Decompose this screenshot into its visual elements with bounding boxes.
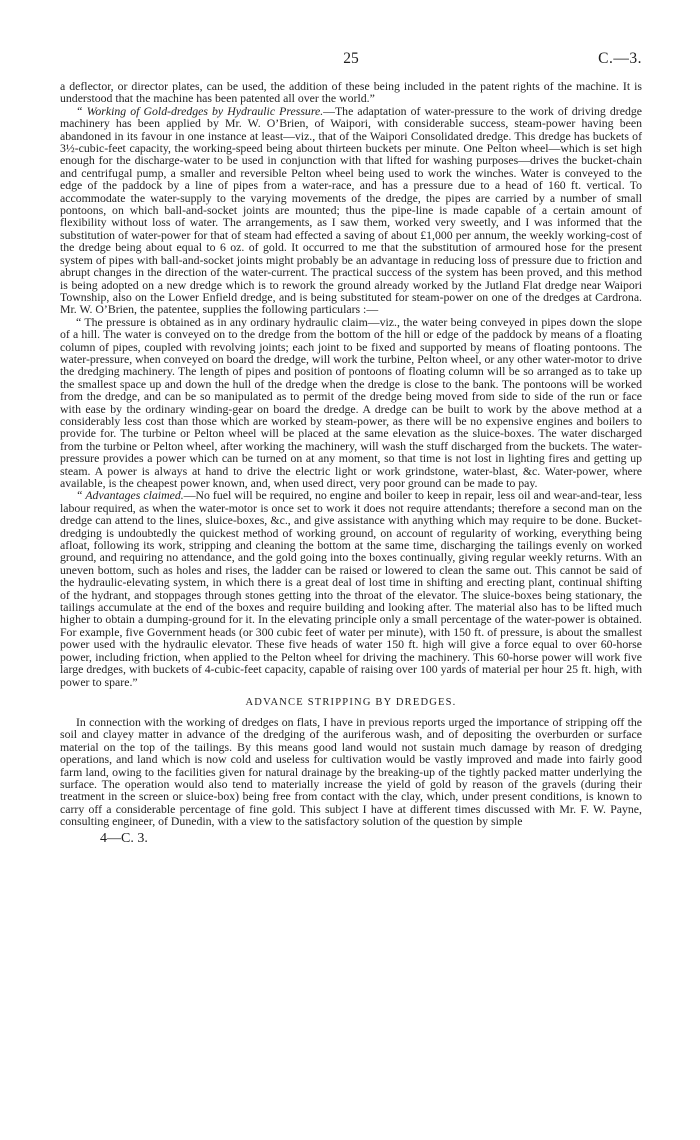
paragraph-lead-heading: “ Advantages claimed.	[76, 488, 184, 503]
document-reference: C.—3.	[598, 50, 642, 67]
section-heading: ADVANCE STRIPPING BY DREDGES.	[245, 696, 457, 708]
paragraph-lead-heading: “ Working of Gold-dredges by Hydraulic Pressure.	[76, 103, 324, 118]
paragraph-continuation: a deflector, or director plates, can be used, the addition of these being included in the patent rights of the machine. It is understood that the machine has been patented all over the world.”	[60, 79, 642, 106]
paragraph-advance-stripping: In connection with the working of dredges on flats, I have in previous reports urged the importance of stripping off the soil and clayey matter in advance of the dredging of the auriferous wash, and of depositing the overburden or surface material on the top of the tailings. By this means good land would not sustain much damage by reason of dredging operations, and land which is now cold and useless for cultivation would be vastly improved and made into fairly good farm land, owing to the facilities given for natural drainage by the breaking-up of the tightly packed matter underlying the surface. The operation would also tend to materially increase the yield of gold by reason of the gravels (during their treatment in the screen or sluice-box) being free from contact with the clay, which, under present conditions, is known to carry off a considerable percentage of fine gold. This subject I have at different times discussed with Mr. F. W. Payne, consulting engineer, of Dunedin, with a view to the satisfactory solution of the question by simple	[60, 714, 642, 829]
paragraph-hydraulic-pressure	[60, 105, 642, 316]
paragraph-advantages	[60, 489, 642, 688]
page-body	[60, 80, 642, 847]
page-number: 25	[343, 50, 359, 67]
page-header	[60, 50, 642, 70]
paragraph-quoted-particulars: “ The pressure is obtained as in any ordinary hydraulic claim—viz., the water being conveyed in pipes down the slope of a hill. The water is conveyed on to the dredge from the bottom of the hill or edge of the paddock by means of a floating column of pipes, coupled with revolving joints; each joint to be fixed and supported by means of floating pontoons. The water-pressure, when conveyed on board the dredge, will work the turbine, Pelton wheel, or any other water-motor to drive the dredging machinery. The length of pipes and position of pontoons of floating column will be so arranged as to take up the smallest space up and down the hull of the dredge when the dredge is close to the bank. The pontoons will be worked from the dredge, and can be so manipulated as to permit of the dredge being moved from side to side of the run or face with ease by the ordinary winding-gear on board the dredge. A dredge can be built to work by the above method at a considerably less cost than those which are worked by steam-power, as there will be no expensive engines and boilers to provide for. The turbine or Pelton wheel will be placed at the same elevation as the sluice-boxes. The water discharged from the turbine or Pelton wheel, after working the machinery, will wash the stuff discharged from the buckets. The water-pressure provides a power which can be turned on at any moment, so that time is not lost in lighting fires and getting up steam. A power is always at hand to drive the electric light or work grindstone, water-blast, &c. Water-power, where available, is the cheapest power known, and, when used direct, very poor ground can be made to pay.	[60, 314, 642, 490]
paragraph-text: —The adaptation of water-pressure to the work of driving dredge machinery has been applied by Mr. W. O’Brien, of Waipori, with considerable success, steam-power having been abandoned in its favour in one instance at least—viz., that of the Waipori Consolidated dredge. This dredge has buckets of 3½-cubic-feet capacity, the working-speed being about thirteen buckets per minute. One Pelton wheel—which is set high enough for the discharge-water to be used in conjunction with that lifted for washing purposes—drives the bucket-chain and centrifugal pump, a smaller and reversible Pelton wheel being used to work the winches. Water is conveyed to the edge of the paddock by a line of pipes from a water-race, and has a pressure due to a head of 160 ft. vertical. To accommodate the water-supply to the varying movements of the dredge, the pipes are carried by a number of small pontoons, on which ball-and-socket joints are mounted; thus the pipe-line is made capable of a certain amount of flexibility without loss of water. The arrangements, as I saw them, worked very sweetly, and I was informed that the substitution of water-power for that of steam had effected a saving of about £1,000 per annum, the weekly working-cost of the dredge being about equal to 6 oz. of gold. It occurred to me that the substitution of armoured hose for the present system of pipes with ball-and-socket joints might probably be an advantage in reducing loss of pressure due to friction and abrupt changes in the direction of the water-current. The practical success of the system has been proved, and this method is being adopted on a new dredge which is to rework the ground already worked by the Jutland Flat dredge near Waipori Township, also on the Lower Enfield dredge, and is being substituted for steam-power on one of the dredges at Cardrona. Mr. W. O’Brien, the patentee, supplies the following particulars :—	[60, 103, 643, 317]
page-footer-signature: 4—C. 3.	[100, 830, 148, 846]
paragraph-text: —No fuel will be required, no engine and boiler to keep in repair, less oil and wear-and-tear, less labour required, as when the water-motor is once set to work it does not require attendants; therefore a second man on the dredge can attend to the lines, sluice-boxes, &c., and give assistance with anything which may require to be done. Bucket-dredging is undoubtedly the quickest method of working ground, on account of regularity of working, everything being afloat, following its work, stripping and cleaning the bottom at the same time, discharging the tailings evenly on worked ground, and requiring no attendance, and the gold going into the boxes continually, giving regular weekly returns. With an uneven bottom, such as holes and rises, the ladder can be raised or lowered to clean the same out. This cannot be said of the hydraulic-elevating system, in which there is a great deal of lost time in shifting and erecting plant, continual shifting of the hydrant, and stoppages through stones getting into the throat of the elevator. The sluice-boxes being stationary, the tailings accumulate at the end of the boxes and require building and looking after. The material also has to be lifted much higher to obtain a dumping-ground for it. In the elevating principle only a small percentage of the water-power is obtained. For example, five Government heads (or 300 cubic feet of water per minute), with 150 ft. of pressure, is about the smallest power used with the hydraulic elevator. These five heads of water 150 ft. high will give a force equal to over 60-horse power, including friction, when applied to the Pelton wheel for driving the machinery. This 60-horse power will work five large dredges, with buckets of 4-cubic-feet capacity, capable of raising over 100 yards of material per hour 25 ft. high, with power to spare.”	[60, 488, 642, 689]
